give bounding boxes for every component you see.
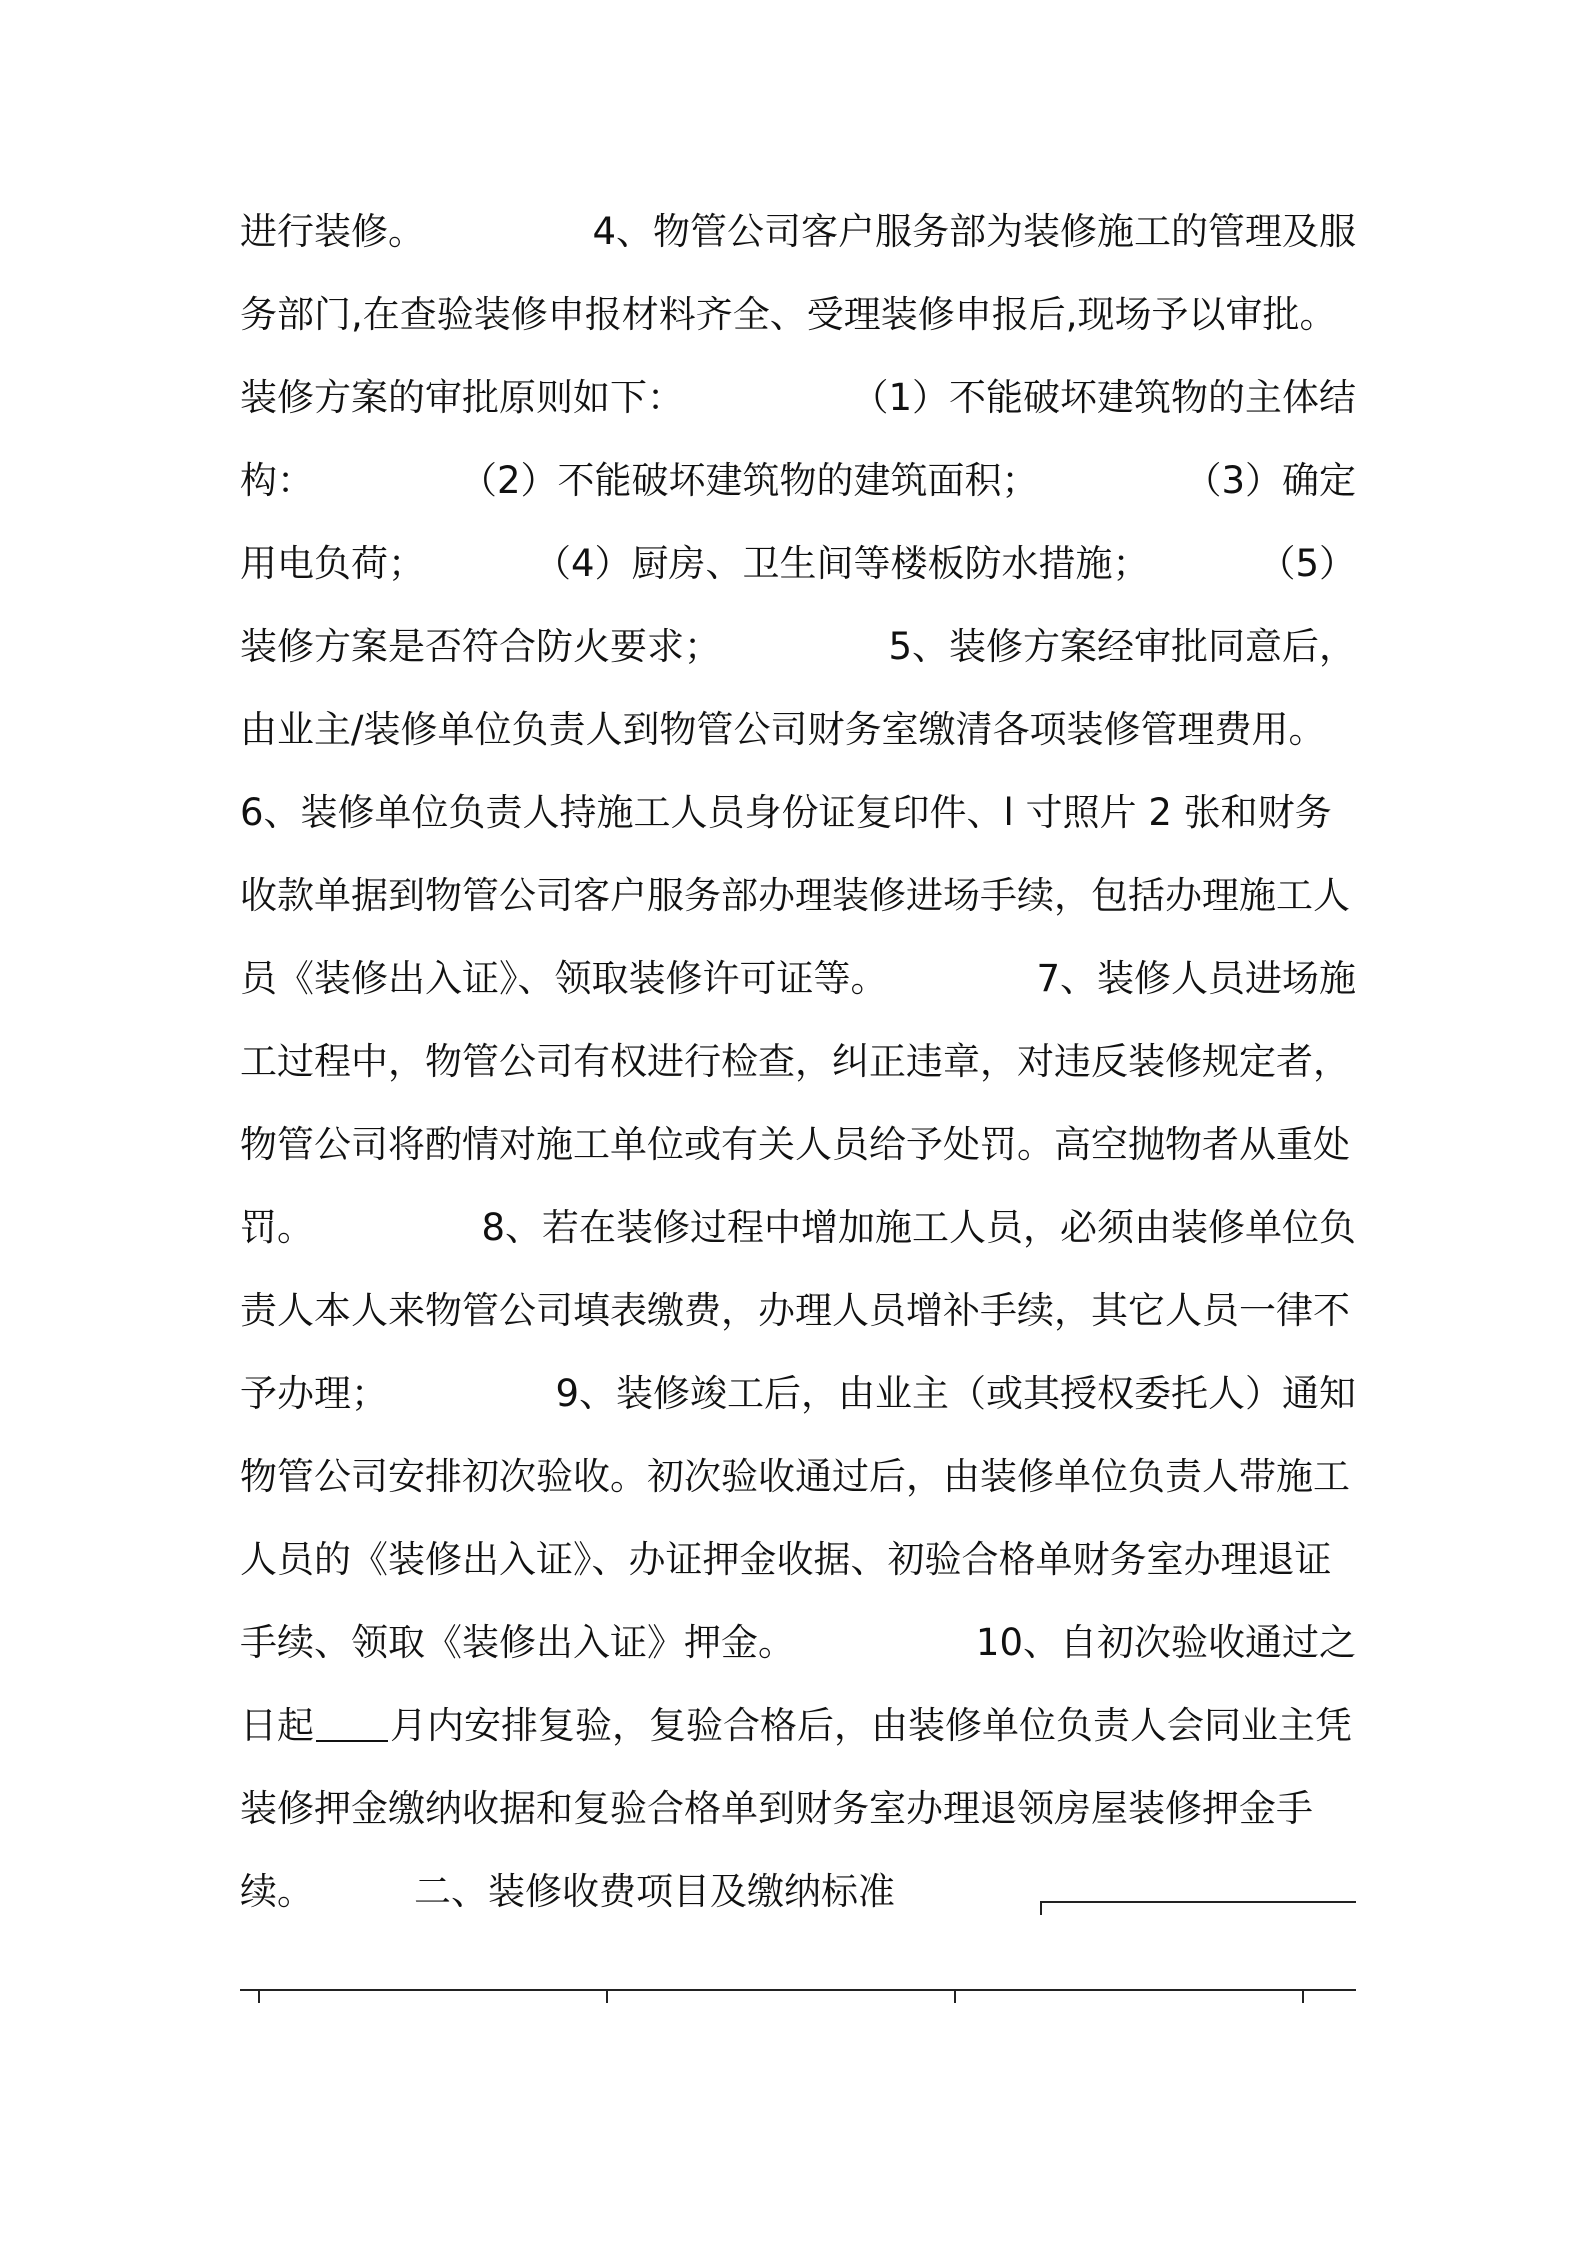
text-segment: 5、装修方案经审批同意后， [888, 625, 1356, 668]
text-segment: 用电负荷； [240, 542, 425, 585]
text-line [240, 1269, 1356, 1352]
text-segment: 罚。 [240, 1206, 314, 1249]
text-line [240, 1850, 1356, 1933]
text-segment: 月内安排复验，复验合格后，由装修单位负责人会同业主凭 [390, 1704, 1352, 1747]
text-line [240, 190, 1356, 273]
text-line [240, 1352, 1356, 1435]
text-segment: 8、若在装修过程中增加施工人员，必须由装修单位负 [481, 1206, 1356, 1249]
text-line [240, 771, 1356, 854]
table-column-tick [606, 1989, 608, 2003]
text-line [240, 688, 1356, 771]
text-line [240, 356, 1356, 439]
text-segment: 物管公司将酌情对施工单位或有关人员给予处罚。高空抛物者从重处 [240, 1123, 1350, 1166]
text-segment: 续。 [240, 1870, 314, 1913]
text-segment: 收款单据到物管公司客户服务部办理装修进场手续，包括办理施工人 [240, 874, 1350, 917]
table-header-rule [240, 1989, 1356, 1991]
text-segment: 10、自初次验收通过之 [975, 1621, 1356, 1664]
text-line [240, 1103, 1356, 1186]
text-line [240, 1186, 1356, 1269]
text-line [240, 1518, 1356, 1601]
text-line [240, 1020, 1356, 1103]
text-segment: 物管公司安排初次验收。初次验收通过后，由装修单位负责人带施工 [240, 1455, 1350, 1498]
table-top-rule-tick [1040, 1901, 1042, 1915]
text-segment: 工过程中，物管公司有权进行检查，纠正违章，对违反装修规定者， [240, 1040, 1350, 1083]
text-segment: 装修方案的审批原则如下： [240, 376, 684, 419]
text-segment: （4）厨房、卫生间等楼板防水措施； [533, 542, 1150, 585]
text-line [240, 1767, 1356, 1850]
text-line [240, 937, 1356, 1020]
table-top-rule [1040, 1901, 1356, 1903]
text-segment: 予办理； [240, 1372, 388, 1415]
text-segment: 日起 [240, 1704, 314, 1747]
table-column-tick [954, 1989, 956, 2003]
table-column-tick [1302, 1989, 1304, 2003]
text-segment: （1）不能破坏建筑物的主体结 [851, 376, 1356, 419]
text-segment: （5） [1258, 542, 1356, 585]
text-segment: 责人本人来物管公司填表缴费，办理人员增补手续，其它人员一律不 [240, 1289, 1350, 1332]
text-segment: 装修押金缴纳收据和复验合格单到财务室办理退领房屋装修押金手 [240, 1787, 1313, 1830]
text-line [240, 854, 1356, 937]
text-segment: 务部门,在查验装修申报材料齐全、受理装修申报后,现场予以审批。 [240, 293, 1337, 336]
text-line [240, 1684, 1356, 1767]
text-line [240, 439, 1356, 522]
text-line [240, 522, 1356, 605]
text-segment: 二、装修收费项目及缴纳标准 [414, 1870, 895, 1913]
fill-in-blank [316, 1710, 388, 1742]
text-line [240, 1435, 1356, 1518]
table-column-tick [258, 1989, 260, 2003]
text-segment: 6、装修单位负责人持施工人员身份证复印件、l 寸照片 2 张和财务 [240, 791, 1332, 834]
text-segment: 装修方案是否符合防火要求； [240, 625, 721, 668]
text-segment: （2）不能破坏建筑物的建筑面积； [459, 459, 1039, 502]
body-text [240, 190, 1356, 1933]
text-segment: 9、装修竣工后，由业主（或其授权委托人）通知 [555, 1372, 1356, 1415]
text-segment: 由业主/装修单位负责人到物管公司财务室缴清各项装修管理费用。 [240, 708, 1326, 751]
text-line [240, 1601, 1356, 1684]
text-line [240, 273, 1356, 356]
text-segment: （3）确定 [1184, 459, 1356, 502]
text-line [240, 605, 1356, 688]
text-segment: 7、装修人员进场施 [1036, 957, 1356, 1000]
text-segment: 4、物管公司客户服务部为装修施工的管理及服 [592, 210, 1356, 253]
text-segment: 人员的《装修出入证》、办证押金收据、初验合格单财务室办理退证 [240, 1538, 1332, 1581]
text-segment: 手续、领取《装修出入证》押金。 [240, 1621, 795, 1664]
text-segment: 进行装修。 [240, 210, 425, 253]
text-segment: 员《装修出入证》、领取装修许可证等。 [240, 957, 888, 1000]
text-segment: 构： [240, 459, 314, 502]
